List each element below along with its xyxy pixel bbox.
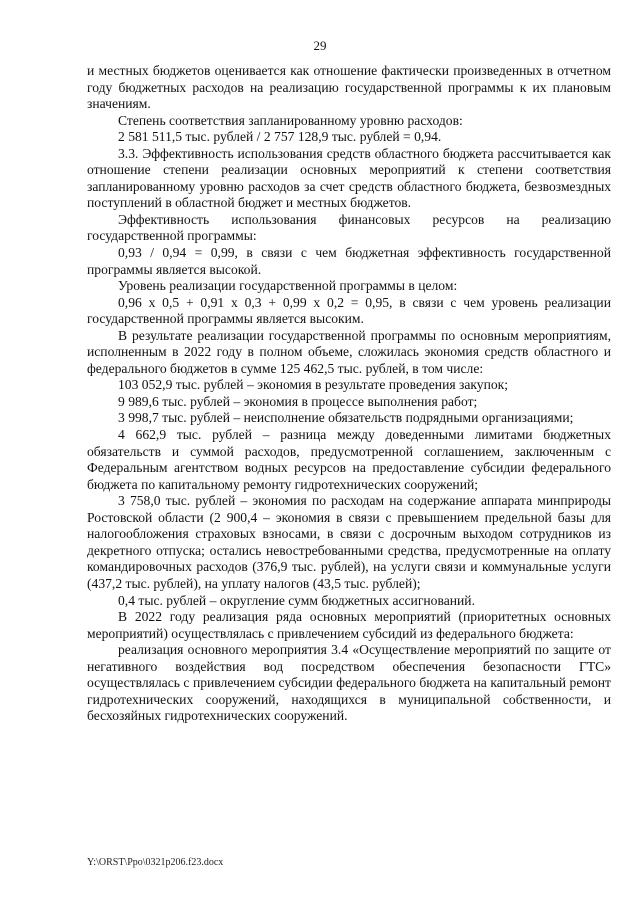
paragraph-expense-degree-heading: Степень соответствия запланированному уровню расходов: xyxy=(118,112,463,128)
paragraph-federal-subsidies: В 2022 году реализация ряда основных мероприятий (приоритетных основных мероприятий) осуществлялась с привлечением субсидий из федерального бюджета: xyxy=(87,609,611,641)
paragraph-measure-3-4: реализация основного мероприятия 3.4 «Осуществление мероприятий по защите от негативного воздействия вод посредством обеспечения безопасности ГТС» осуществлялась с привлечением субсидии федерального бюджета на капитальный ремонт гидротехнических сооружений, находящихся в муниципальной собственности, и бесхозяйных гидротехнических сооружений. xyxy=(87,642,611,724)
paragraph-savings-procurement: 103 052,9 тыс. рублей – экономия в результате проведения закупок; xyxy=(118,377,509,393)
paragraph-implementation-level-heading: Уровень реализации государственной программы в целом: xyxy=(118,278,458,294)
paragraph-savings-contractors: 3 998,7 тыс. рублей – неисполнение обязательств подрядными организациями; xyxy=(118,410,574,426)
paragraph-expense-degree-formula: 2 581 511,5 тыс. рублей / 2 757 128,9 тыс. рублей = 0,94. xyxy=(118,129,442,145)
paragraph-financial-efficiency-heading: Эффективность использования финансовых ресурсов на реализацию государственной программы: xyxy=(87,211,611,244)
paragraph-implementation-level-formula: 0,96 х 0,5 + 0,91 х 0,3 + 0,99 х 0,2 = 0,95, в связи с чем уровень реализации государственной программы является высоким. xyxy=(87,294,611,327)
document-body xyxy=(87,63,611,725)
paragraph-section-3-3: 3.3. Эффективность использования средств областного бюджета рассчитывается как отношение степени реализации основных мероприятий к степени соответствия запланированному уровню расходов за счет средств областного бюджета, безвозмездных поступлений в областной бюджет и местных бюджетов. xyxy=(87,145,611,211)
paragraph-savings-rounding: 0,4 тыс. рублей – округление сумм бюджетных ассигнований. xyxy=(118,592,475,608)
paragraph-savings-ministry: 3 758,0 тыс. рублей – экономия по расходам на содержание аппарата минприроды Ростовской области (2 900,4 – экономия в связи с превышением предельной базы для налогообложения страховых взносами, в связи с досрочным выходом сотрудников из декретного отпуска; остались невостребованными средства, предусмотренные на оплату командировочных расходов (376,9 тыс. рублей), на услуги связи и коммунальные услуги (437,2 тыс. рублей), на уплату налогов (43,5 тыс. рублей); xyxy=(87,493,611,591)
footer-file-path: Y:\ORST\Ppo\0321p206.f23.docx xyxy=(87,857,224,868)
paragraph-financial-efficiency-formula: 0,93 / 0,94 = 0,99, в связи с чем бюджетная эффективность государственной программы является высокой. xyxy=(87,245,611,277)
paragraph-savings-works: 9 989,6 тыс. рублей – экономия в процессе выполнения работ; xyxy=(118,393,478,409)
paragraph-savings-limits: 4 662,9 тыс. рублей – разница между доведенными лимитами бюджетных обязательств и суммой расходов, предусмотренной соглашением, заключенным с Федеральным агентством водных ресурсов на предоставление субсидии федерального бюджета по капитальному ремонту гидротехнических сооружений; xyxy=(87,427,611,492)
paragraph-savings-summary: В результате реализации государственной программы по основным мероприятиям, исполненным в 2022 году в полном объеме, сложилась экономия средств областного и федерального бюджетов в сумме 125 462,5 тыс. рублей, в том числе: xyxy=(87,327,611,376)
page-number: 29 xyxy=(313,38,327,53)
paragraph-continuation: и местных бюджетов оценивается как отношение фактически произведенных в отчетном году бюджетных расходов на реализацию государственной программы к их плановым значениям. xyxy=(87,63,611,112)
